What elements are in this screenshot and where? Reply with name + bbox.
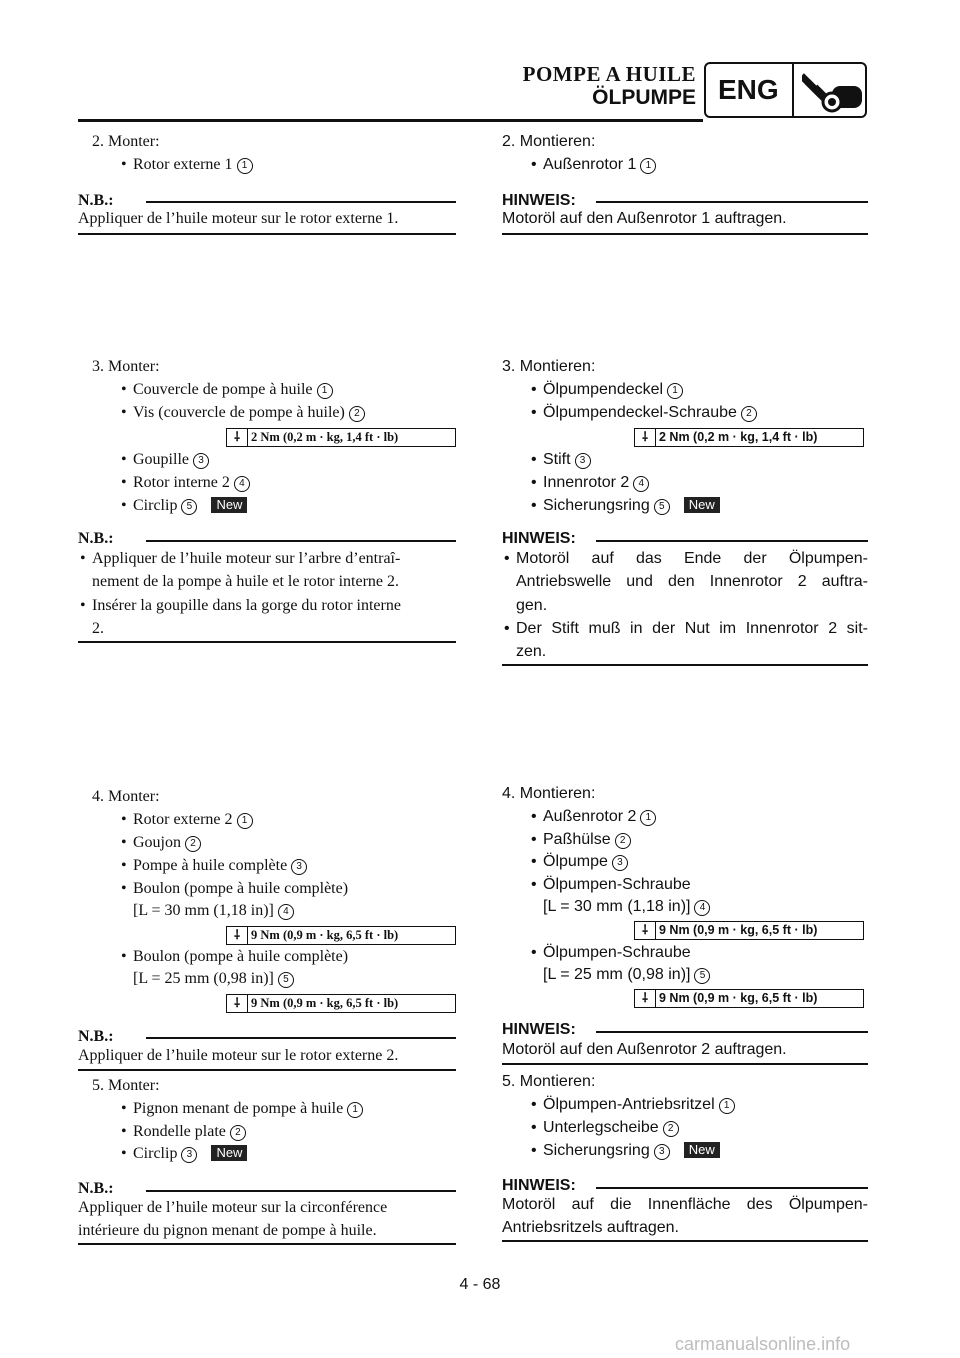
eng-label: ENG bbox=[718, 74, 779, 105]
fr-step-4-number: 4. Monter: bbox=[92, 788, 160, 805]
fr-step-5-item-3: • Circlip 3 New bbox=[133, 1145, 247, 1163]
fr-step-3-note-1a: • Appliquer de l’huile moteur sur l’arbre d’entraî- bbox=[92, 547, 400, 570]
de-step-3-note-rule bbox=[596, 540, 868, 542]
de-step-4-note: Motoröl auf den Außenrotor 2 auftragen. bbox=[502, 1041, 787, 1058]
de-step-2-end-rule bbox=[502, 233, 868, 235]
wrench-screw-icon bbox=[802, 68, 864, 116]
de-step-4-item-5: • Ölpumpen-Schraube bbox=[543, 944, 691, 962]
fr-step-5-note-b: intérieure du pignon menant de pompe à huile. bbox=[78, 1222, 377, 1239]
de-step-3-note-1c: gen. bbox=[516, 597, 548, 614]
fr-step-5-number: 5. Monter: bbox=[92, 1077, 160, 1094]
fr-step-3-number: 3. Monter: bbox=[92, 358, 160, 375]
fr-step-3-item-2: • Vis (couvercle de pompe à huile) 2 bbox=[133, 404, 365, 422]
de-step-4-torque-1: ⸸ 9 Nm (0,9 m · kg, 6,5 ft · lb) bbox=[634, 921, 864, 940]
new-badge: New bbox=[684, 1142, 720, 1158]
de-step-3-note-1a: • Motoröl auf das Ende der Ölpumpen- bbox=[516, 547, 868, 570]
de-step-5-end-rule bbox=[502, 1240, 868, 1242]
de-step-4-item-2: • Paßhülse 2 bbox=[543, 831, 631, 849]
fr-step-3-item-4: • Rotor interne 2 4 bbox=[133, 474, 250, 492]
de-step-3-number: 3. Montieren: bbox=[502, 358, 596, 375]
fr-step-4-item-4: • Boulon (pompe à huile complète) bbox=[133, 880, 348, 898]
de-step-3-note-1b: Antriebswelle und den Innenrotor 2 auftra- bbox=[516, 573, 868, 590]
de-step-4-note-rule bbox=[596, 1031, 868, 1033]
fr-step-5-note-label: N.B.: bbox=[78, 1180, 114, 1197]
de-step-3-item-2: • Ölpumpendeckel-Schraube 2 bbox=[543, 404, 757, 422]
fr-step-3-end-rule bbox=[78, 641, 456, 643]
fr-step-5-item-2: • Rondelle plate 2 bbox=[133, 1123, 246, 1141]
fr-step-4-item-1: • Rotor externe 2 1 bbox=[133, 811, 253, 829]
new-badge: New bbox=[211, 1145, 247, 1161]
de-step-4-item-1: • Außenrotor 2 1 bbox=[543, 808, 656, 826]
fr-step-4-torque-1: ⸸ 9 Nm (0,9 m · kg, 6,5 ft · lb) bbox=[226, 926, 456, 945]
torque-wrench-icon: ⸸ bbox=[227, 995, 248, 1012]
fr-step-3-note-label: N.B.: bbox=[78, 530, 114, 547]
fr-step-3-item-5: • Circlip 5 New bbox=[133, 497, 247, 515]
de-step-2-note-rule bbox=[596, 201, 868, 203]
de-step-5-item-2: • Unterlegscheibe 2 bbox=[543, 1119, 679, 1137]
de-step-5-number: 5. Montieren: bbox=[502, 1073, 596, 1090]
de-step-5-note-b: Antriebsritzels auftragen. bbox=[502, 1219, 679, 1236]
de-step-5-note-a: Motoröl auf die Innenfläche des Ölpumpen- bbox=[502, 1196, 868, 1213]
fr-step-4-end-rule bbox=[78, 1069, 456, 1071]
fr-step-5-end-rule bbox=[78, 1243, 456, 1245]
fr-step-4-item-3: • Pompe à huile complète 3 bbox=[133, 857, 307, 875]
de-step-4-item-4: • Ölpumpen-Schraube bbox=[543, 876, 691, 894]
torque-wrench-icon: ⸸ bbox=[227, 927, 248, 944]
fr-step-2-note-rule bbox=[146, 201, 456, 203]
torque-wrench-icon: ⸸ bbox=[635, 922, 656, 939]
de-step-5-note-label: HINWEIS: bbox=[502, 1177, 576, 1194]
de-step-4-end-rule bbox=[502, 1063, 868, 1065]
fr-step-4-note-rule bbox=[146, 1037, 456, 1039]
de-step-4-note-label: HINWEIS: bbox=[502, 1021, 576, 1038]
fr-step-2-item: • Rotor externe 1 1 bbox=[133, 156, 253, 174]
fr-step-3-item-3: • Goupille 3 bbox=[133, 451, 209, 469]
de-step-5-note-rule bbox=[596, 1187, 868, 1189]
de-step-4-number: 4. Montieren: bbox=[502, 785, 596, 802]
header-rule bbox=[78, 119, 703, 122]
de-step-3-note-2b: zen. bbox=[516, 643, 547, 660]
fr-step-4-item-4-length: [L = 30 mm (1,18 in)] 4 bbox=[133, 902, 294, 920]
de-step-2-number: 2. Montieren: bbox=[502, 133, 596, 150]
fr-step-4-item-5: • Boulon (pompe à huile complète) bbox=[133, 948, 348, 966]
fr-step-5-item-1: • Pignon menant de pompe à huile 1 bbox=[133, 1100, 363, 1118]
de-step-5-item-1: • Ölpumpen-Antriebsritzel 1 bbox=[543, 1096, 735, 1114]
de-step-3-note-label: HINWEIS: bbox=[502, 530, 576, 547]
fr-step-2-number: 2. Monter: bbox=[92, 133, 160, 150]
de-step-3-item-5: • Sicherungsring 5 New bbox=[543, 497, 720, 515]
fr-step-3-note-2a: • Insérer la goupille dans la gorge du rotor interne bbox=[92, 594, 401, 617]
fr-step-3-note-rule bbox=[146, 540, 456, 542]
eng-divider bbox=[792, 64, 794, 116]
eng-chapter-tab bbox=[704, 62, 867, 118]
fr-step-2-end-rule bbox=[78, 233, 456, 235]
torque-wrench-icon: ⸸ bbox=[227, 429, 248, 446]
de-step-4-item-3: • Ölpumpe 3 bbox=[543, 853, 628, 871]
fr-step-3-item-1: • Couvercle de pompe à huile 1 bbox=[133, 381, 333, 399]
de-step-4-item-5-length: [L = 25 mm (0,98 in)] 5 bbox=[543, 966, 710, 984]
new-badge: New bbox=[684, 497, 720, 513]
fr-step-2-note: Appliquer de l’huile moteur sur le rotor externe 1. bbox=[78, 210, 399, 227]
fr-step-2-note-label: N.B.: bbox=[78, 192, 114, 209]
de-step-3-item-1: • Ölpumpendeckel 1 bbox=[543, 381, 683, 399]
de-step-2-note: Motoröl auf den Außenrotor 1 auftragen. bbox=[502, 210, 787, 227]
de-step-3-torque: ⸸ 2 Nm (0,2 m · kg, 1,4 ft · lb) bbox=[634, 428, 864, 447]
fr-step-3-note-1b: nement de la pompe à huile et le rotor interne 2. bbox=[92, 573, 399, 590]
section-title-de: ÖLPUMPE bbox=[592, 86, 696, 109]
de-step-2-note-label: HINWEIS: bbox=[502, 192, 576, 209]
de-step-5-item-3: • Sicherungsring 3 New bbox=[543, 1142, 720, 1160]
de-step-4-torque-2: ⸸ 9 Nm (0,9 m · kg, 6,5 ft · lb) bbox=[634, 989, 864, 1008]
fr-step-4-torque-2: ⸸ 9 Nm (0,9 m · kg, 6,5 ft · lb) bbox=[226, 994, 456, 1013]
new-badge: New bbox=[211, 497, 247, 513]
torque-wrench-icon: ⸸ bbox=[635, 990, 656, 1007]
torque-wrench-icon: ⸸ bbox=[635, 429, 656, 446]
fr-step-5-note-rule bbox=[146, 1190, 456, 1192]
fr-step-4-note: Appliquer de l’huile moteur sur le rotor externe 2. bbox=[78, 1047, 399, 1064]
section-title-fr: POMPE A HUILE bbox=[522, 62, 696, 86]
fr-step-3-note-2b: 2. bbox=[92, 620, 104, 637]
de-step-3-note-2a: • Der Stift muß in der Nut im Innenrotor 2 sit- bbox=[516, 617, 868, 640]
de-step-3-item-4: • Innenrotor 2 4 bbox=[543, 474, 649, 492]
fr-step-4-item-5-length: [L = 25 mm (0,98 in)] 5 bbox=[133, 970, 294, 988]
fr-step-4-item-2: • Goujon 2 bbox=[133, 834, 201, 852]
fr-step-4-note-label: N.B.: bbox=[78, 1028, 114, 1045]
de-step-4-item-4-length: [L = 30 mm (1,18 in)] 4 bbox=[543, 898, 710, 916]
de-step-3-end-rule bbox=[502, 664, 868, 666]
fr-step-3-torque: ⸸ 2 Nm (0,2 m · kg, 1,4 ft · lb) bbox=[226, 428, 456, 447]
de-step-2-item: • Außenrotor 1 1 bbox=[543, 156, 656, 174]
de-step-3-item-3: • Stift 3 bbox=[543, 451, 591, 469]
watermark: carmanualsonline.info bbox=[675, 1334, 851, 1354]
page-number: 4 - 68 bbox=[459, 1276, 501, 1293]
fr-step-5-note-a: Appliquer de l’huile moteur sur la circonférence bbox=[78, 1199, 388, 1216]
